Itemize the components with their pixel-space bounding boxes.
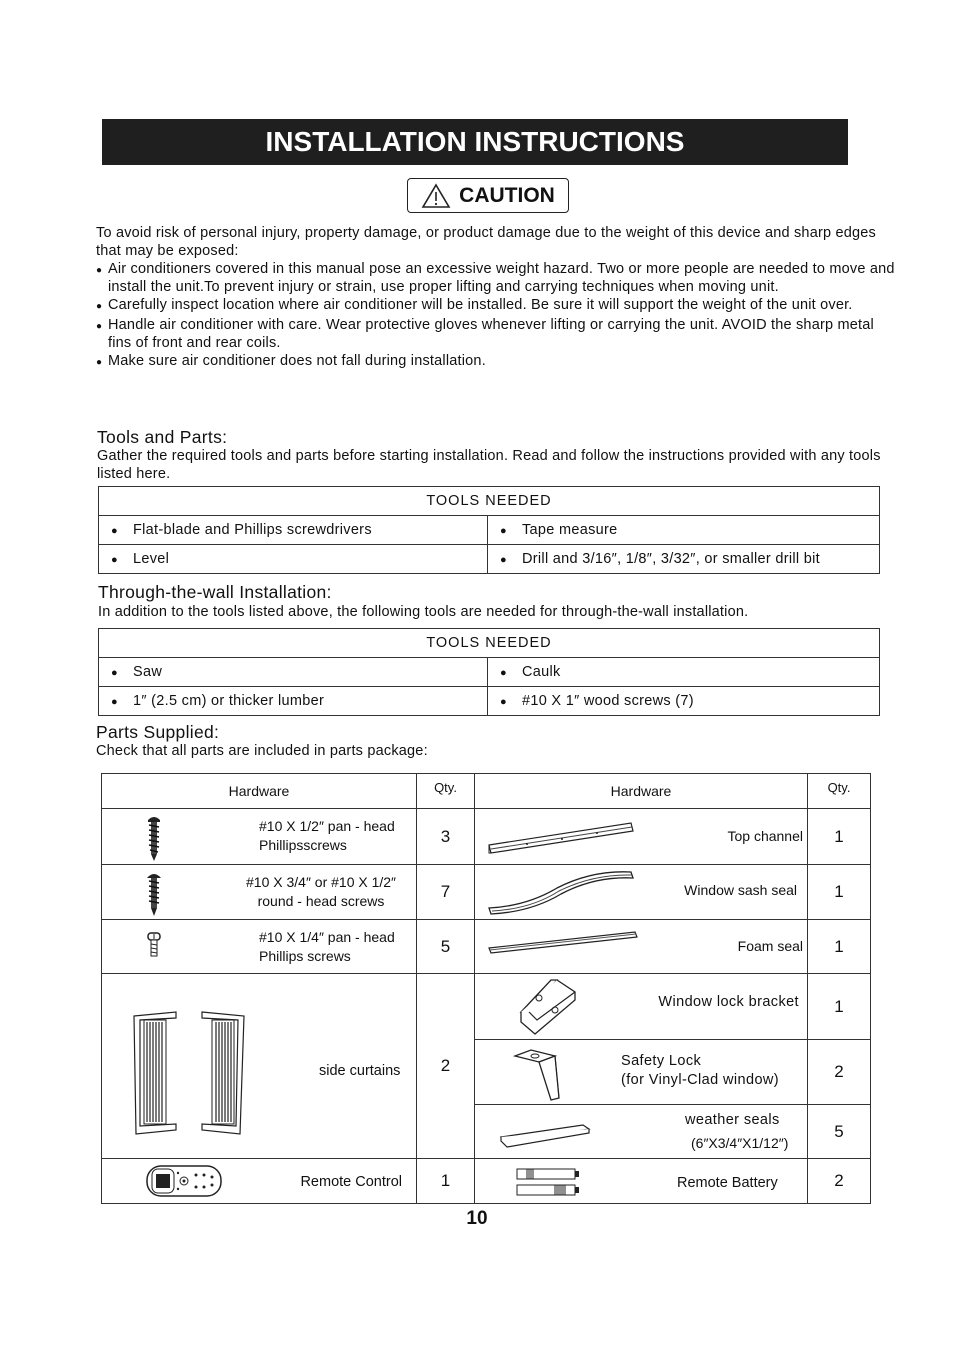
table-cell: ● Tape measure: [488, 516, 880, 545]
weather-seal-icon: [499, 1119, 591, 1149]
bullet-icon: ●: [500, 667, 507, 679]
safety-lock-icon: [511, 1046, 567, 1102]
bullet-icon: ●: [500, 525, 507, 537]
part-cell: #10 X 1/4″ pan - head Phillips screws: [102, 920, 417, 974]
window-lock-bracket-icon: [515, 976, 585, 1038]
remote-control-icon: [146, 1165, 222, 1197]
part-cell: Window sash seal: [475, 865, 808, 920]
pan-head-screw-icon: [146, 815, 162, 861]
part-cell: weather seals (6″X3/4″X1/12″): [475, 1105, 808, 1159]
qty-cell: 2: [808, 1040, 871, 1105]
short-screw-icon: [147, 932, 161, 958]
table-cell: ● Drill and 3/16″, 1/8″, 3/32″, or smaller drill bit: [488, 545, 880, 574]
tools-section-title: Tools and Parts:: [97, 427, 228, 447]
tools-section-desc: Gather the required tools and parts before starting installation. Read and follow the instructions provided with any tools listed here.: [97, 448, 881, 482]
top-channel-icon: [487, 817, 637, 857]
table-cell: ● Caulk: [488, 658, 880, 687]
list-item: ● Handle air conditioner with care. Wear protective gloves whenever lifting or carrying the unit. AVOID the sharp metal fins of front and rear coils.: [96, 317, 874, 351]
foam-seal-icon: [487, 930, 639, 956]
part-cell: #10 X 1/2″ pan - head Phillipsscrews: [102, 809, 417, 865]
bullet-icon: ●: [96, 357, 103, 368]
bullet-icon: ●: [500, 554, 507, 566]
part-cell: Safety Lock (for Vinyl-Clad window): [475, 1040, 808, 1105]
caution-label: CAUTION: [459, 183, 555, 207]
qty-cell: 2: [808, 1159, 871, 1204]
through-wall-desc: In addition to the tools listed above, the following tools are needed for through-the-wall installation.: [98, 604, 749, 620]
through-wall-title: Through-the-wall Installation:: [98, 582, 332, 602]
part-cell: Remote Control: [102, 1159, 417, 1204]
qty-cell: 5: [808, 1105, 871, 1159]
table-cell: ● Level: [99, 545, 488, 574]
caution-badge: [407, 178, 569, 213]
part-cell: #10 X 3/4″ or #10 X 1/2″ round - head screws: [102, 865, 417, 920]
warning-triangle-icon: [421, 183, 451, 209]
bullet-icon: ●: [111, 696, 118, 708]
page-title: INSTALLATION INSTRUCTIONS: [102, 119, 848, 165]
part-cell: side curtains: [102, 974, 417, 1159]
bullet-icon: ●: [111, 667, 118, 679]
side-curtain-icon: [200, 1008, 246, 1136]
bullet-icon: ●: [111, 525, 118, 537]
list-item: ● Make sure air conditioner does not fall during installation.: [96, 352, 896, 372]
table-cell: ● #10 X 1″ wood screws (7): [488, 687, 880, 716]
round-head-screw-icon: [146, 870, 162, 916]
list-item: ● Carefully inspect location where air conditioner will be installed. Be sure it will support the weight of the unit over.: [96, 296, 896, 316]
through-wall-table: [98, 628, 880, 716]
qty-cell: 1: [808, 809, 871, 865]
table-cell: ● Saw: [99, 658, 488, 687]
qty-cell: 3: [417, 809, 475, 865]
part-cell: Foam seal: [475, 920, 808, 974]
battery-icon: [515, 1167, 581, 1199]
safety-intro: [96, 224, 896, 372]
qty-cell: 1: [808, 920, 871, 974]
qty-cell: 1: [808, 974, 871, 1040]
parts-table: [101, 773, 871, 1204]
list-item: ● Air conditioners covered in this manual pose an excessive weight hazard. Two or more people are needed to move and install the unit.To prevent injury or strain, use proper lifting and carrying techniques when moving unit.: [96, 261, 895, 295]
qty-cell: 7: [417, 865, 475, 920]
bullet-icon: ●: [500, 696, 507, 708]
intro-lead: To avoid risk of personal injury, property damage, or product damage due to the weight of this device and sharp edges that may be exposed:: [96, 225, 876, 259]
qty-cell: 1: [417, 1159, 475, 1204]
part-cell: Window lock bracket: [475, 974, 808, 1040]
parts-section-title: Parts Supplied:: [96, 722, 220, 742]
side-curtain-icon: [132, 1008, 178, 1136]
tools-table-header: TOOLS NEEDED: [99, 629, 880, 658]
qty-cell: 5: [417, 920, 475, 974]
page-number: 10: [466, 1208, 488, 1229]
table-cell: ● 1″ (2.5 cm) or thicker lumber: [99, 687, 488, 716]
qty-cell: 2: [417, 974, 475, 1159]
bullet-icon: ●: [96, 321, 103, 332]
column-header: Hardware: [475, 774, 808, 809]
bullet-icon: ●: [96, 301, 103, 312]
column-header: Qty.: [808, 774, 871, 809]
column-header: Qty.: [417, 774, 475, 809]
qty-cell: 1: [808, 865, 871, 920]
tools-table: [98, 486, 880, 574]
bullet-icon: ●: [96, 265, 103, 276]
part-cell: Remote Battery: [475, 1159, 808, 1204]
tools-table-header: TOOLS NEEDED: [99, 487, 880, 516]
part-cell: Top channel: [475, 809, 808, 865]
table-cell: ● Flat-blade and Phillips screwdrivers: [99, 516, 488, 545]
parts-section-desc: Check that all parts are included in parts package:: [96, 743, 428, 759]
bullet-icon: ●: [111, 554, 118, 566]
column-header: Hardware: [102, 774, 417, 809]
window-sash-seal-icon: [487, 868, 637, 916]
